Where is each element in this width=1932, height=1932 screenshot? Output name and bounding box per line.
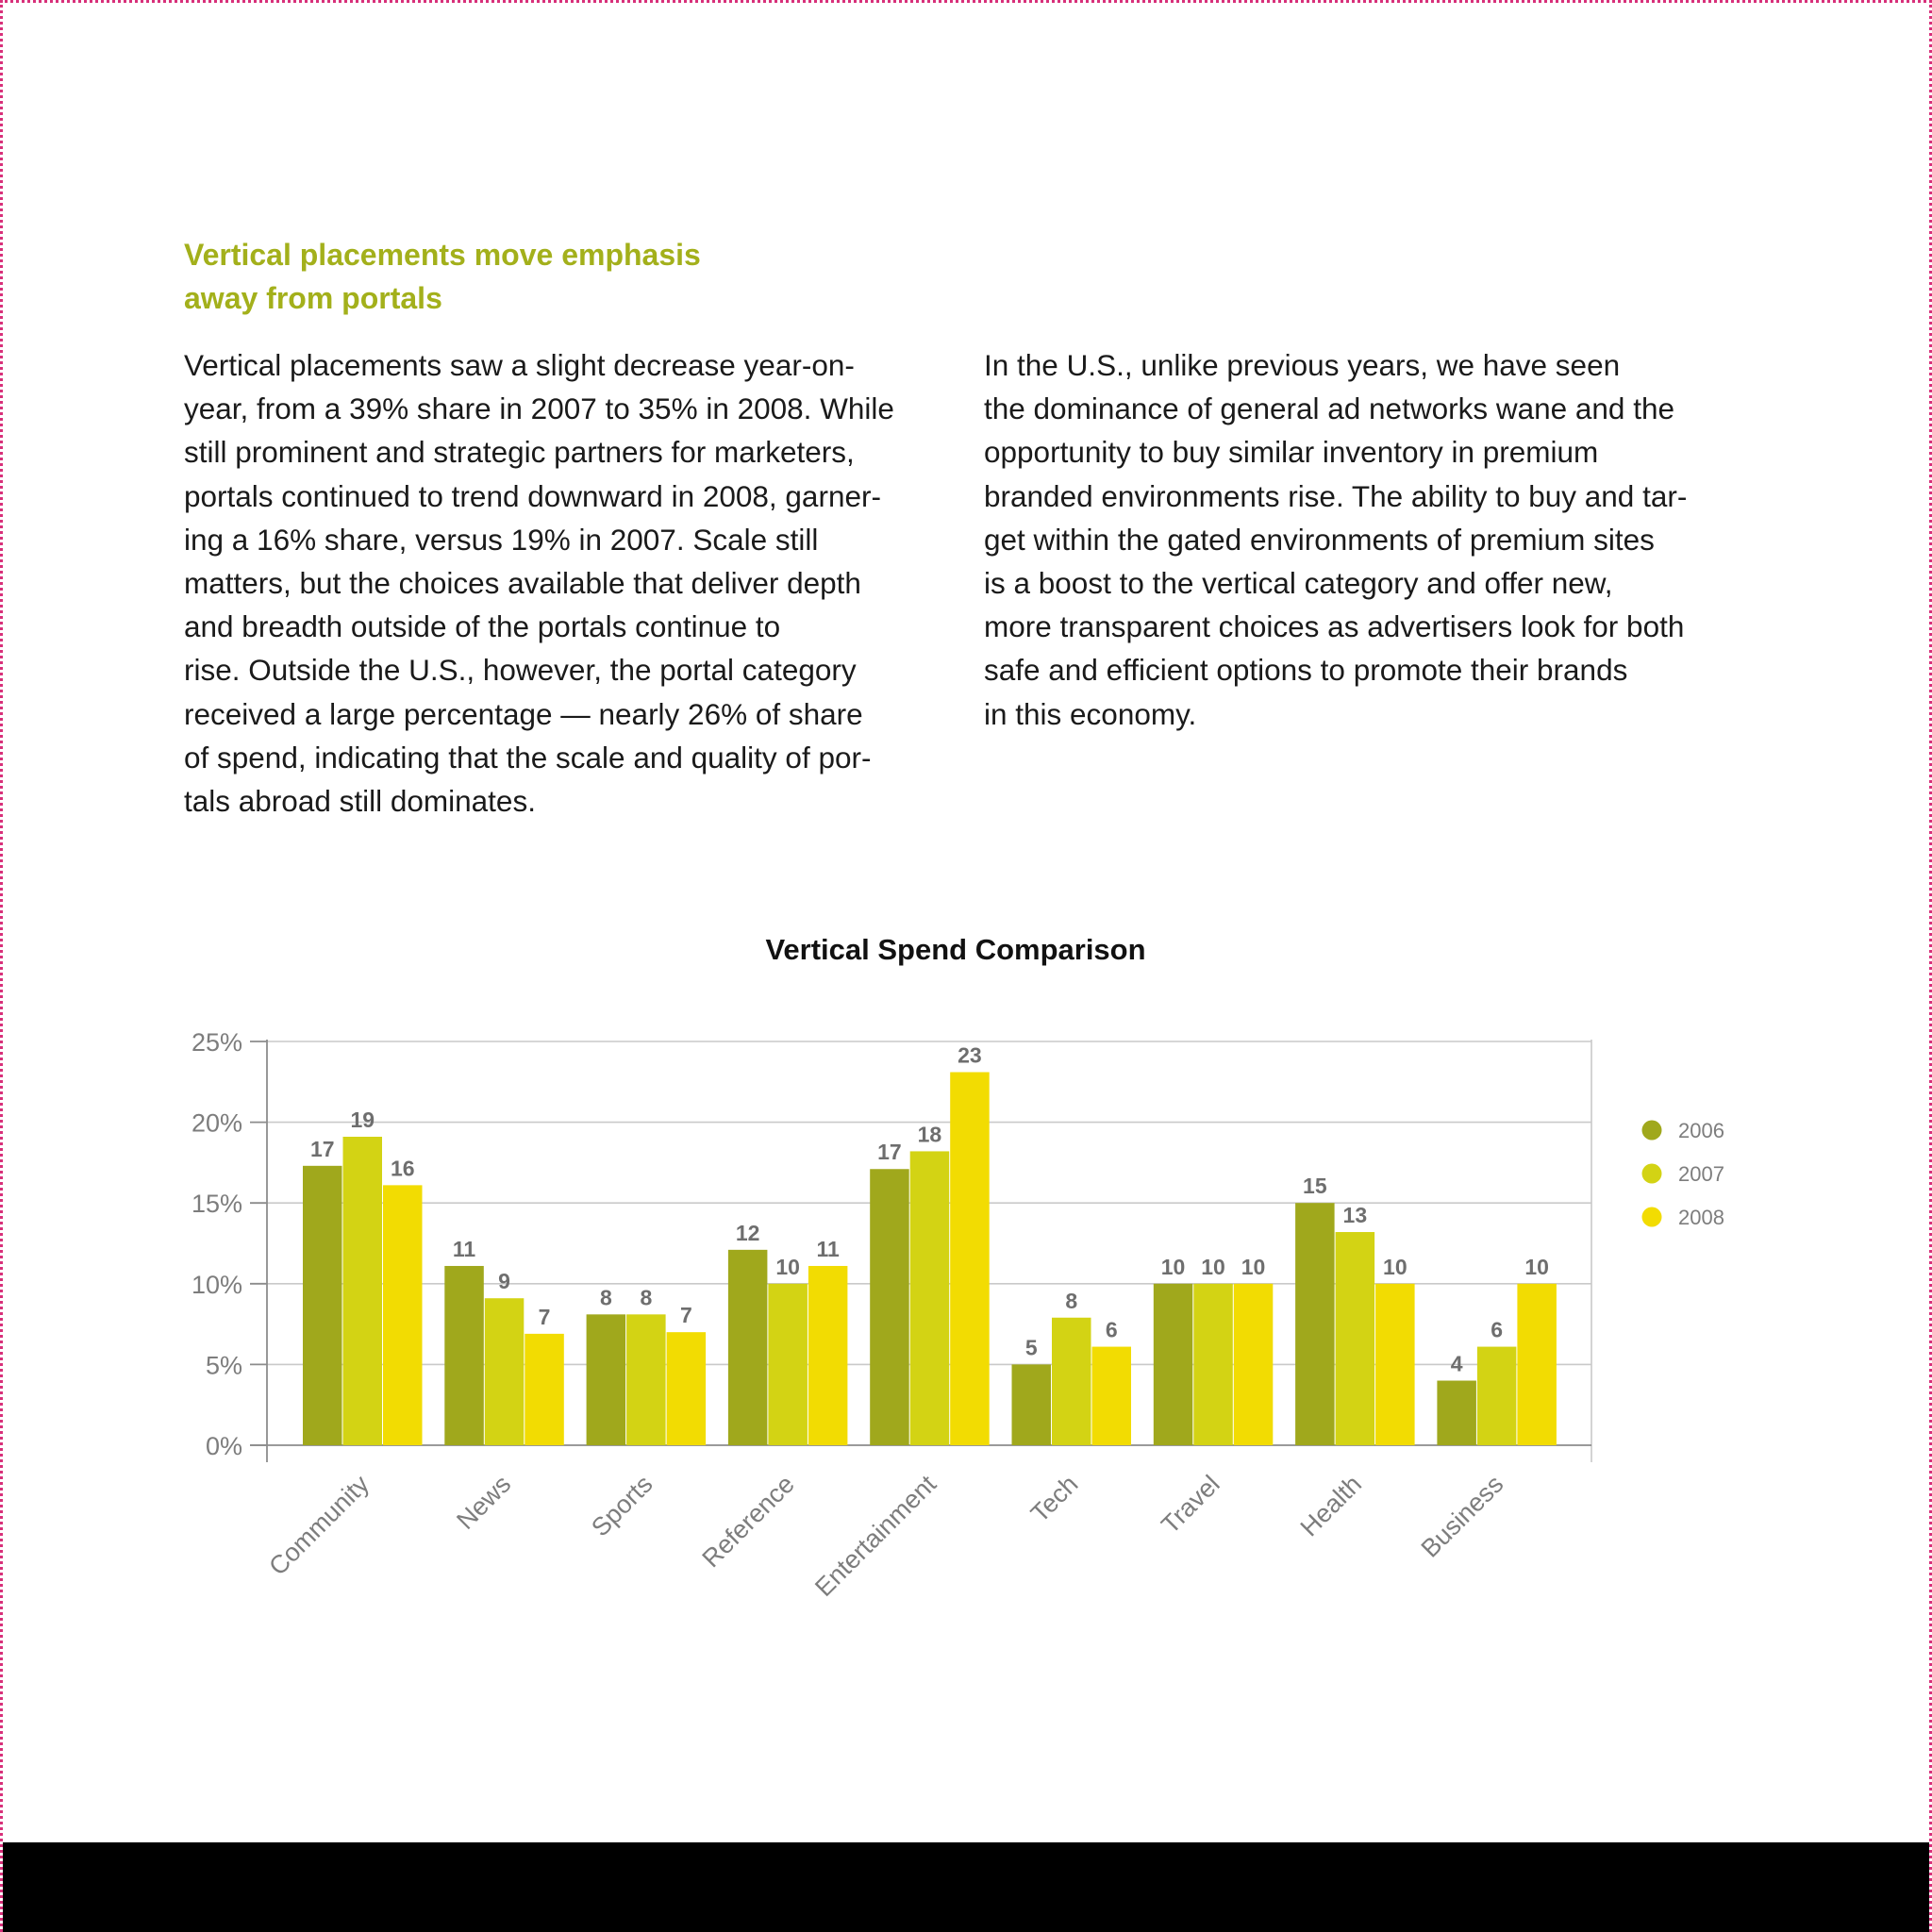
bar-2008-community [383,1185,423,1445]
bar-value-label: 10 [775,1254,800,1279]
bar-2006-sports [587,1314,626,1445]
bar-value-label: 17 [309,1136,335,1161]
bar-value-label: 12 [735,1220,760,1245]
bar-value-label: 16 [390,1156,415,1181]
section-heading-line: away from portals [184,281,442,315]
bar-value-label: 4 [1450,1351,1463,1376]
bar-value-label: 10 [1524,1254,1549,1279]
body-text-line: still prominent and strategic partners for marketers, [184,435,855,470]
legend-label: 2006 [1678,1119,1724,1142]
bar-value-label: 10 [1241,1254,1266,1279]
bar-2006-tech [1012,1364,1052,1445]
bar-value-label: 19 [350,1108,375,1133]
legend-label: 2008 [1678,1206,1724,1229]
x-category-label: Entertainment [809,1470,942,1603]
x-category-label: Reference [696,1470,800,1574]
legend-swatch [1642,1208,1662,1227]
bar-2006-business [1437,1381,1476,1445]
bar-value-label: 17 [877,1140,902,1165]
bar-2008-reference [808,1266,848,1445]
x-category-label: Tech [1024,1470,1084,1528]
bar-value-label: 6 [1105,1317,1118,1342]
vertical-spend-bar-chart [3,3,1927,1795]
bar-value-label: 7 [679,1303,692,1328]
body-text-line: in this economy. [984,696,1197,731]
body-text-line: and breadth outside of the portals continue to [184,609,781,644]
bar-value-label: 18 [917,1122,942,1147]
bar-value-label: 9 [498,1269,510,1294]
bar-2008-news [525,1334,564,1445]
body-text-line: matters, but the choices available that deliver depth [184,566,861,601]
body-text-line: safe and efficient options to promote their brands [984,653,1628,688]
bar-2006-travel [1154,1284,1193,1445]
y-tick-label: 0% [205,1432,242,1460]
bar-2006-community [303,1166,342,1445]
bar-value-label: 8 [640,1285,653,1310]
y-tick-label: 15% [191,1190,242,1219]
body-text-line: the dominance of general ad networks wane and the [984,391,1674,426]
bar-2007-sports [626,1314,666,1445]
bar-2007-entertainment [910,1151,950,1445]
body-text-line: year, from a 39% share in 2007 to 35% in 2008. While [184,391,894,426]
body-text-line: is a boost to the vertical category and offer new, [984,566,1613,601]
bar-value-label: 8 [599,1285,612,1310]
bar-2006-news [444,1266,484,1445]
body-text-line: tals abroad still dominates. [184,784,536,819]
body-text-line: get within the gated environments of premium sites [984,522,1655,557]
body-text-line: more transparent choices as advertisers look for both [984,609,1685,644]
bar-value-label: 13 [1342,1203,1368,1228]
body-text-line: opportunity to buy similar inventory in premium [984,435,1599,470]
x-category-label: Business [1415,1470,1509,1563]
bar-2008-business [1517,1284,1557,1445]
section-heading-line: Vertical placements move emphasis [184,238,701,272]
bar-2007-reference [768,1284,808,1445]
body-text-line: received a large percentage — nearly 26% of share [184,696,863,731]
y-tick-label: 10% [191,1270,242,1299]
body-text-line: In the U.S., unlike previous years, we have seen [984,348,1621,382]
bar-value-label: 23 [958,1042,982,1068]
bar-value-label: 5 [1024,1335,1038,1360]
bar-2007-news [485,1298,525,1445]
bar-2008-tech [1092,1347,1132,1445]
bar-value-label: 11 [816,1236,840,1261]
chart-title: Vertical Spend Comparison [765,933,1146,966]
bar-2006-reference [728,1250,768,1445]
bar-value-label: 10 [1201,1254,1225,1279]
body-text-line: rise. Outside the U.S., however, the portal category [184,653,857,688]
legend-swatch [1642,1164,1662,1184]
bar-value-label: 10 [1160,1254,1186,1279]
body-text-line: ing a 16% share, versus 19% in 2007. Scale still [184,522,819,557]
bar-2006-entertainment [870,1169,909,1445]
y-tick-label: 5% [205,1351,242,1380]
bar-value-label: 15 [1303,1174,1327,1199]
body-text-line: portals continued to trend downward in 2008, garner- [184,478,881,513]
body-text-line: Vertical placements saw a slight decrease year-on- [184,348,855,382]
footer-bar [3,1842,1932,1932]
bar-value-label: 8 [1065,1288,1078,1313]
legend-swatch [1642,1121,1662,1141]
bar-2008-travel [1234,1284,1274,1445]
bar-value-label: 11 [452,1236,476,1261]
y-tick-label: 25% [191,1028,242,1057]
bar-2008-sports [667,1332,707,1445]
bar-2007-health [1336,1232,1375,1445]
x-category-label: Community [263,1470,375,1581]
x-category-label: Travel [1156,1470,1225,1540]
bar-2008-health [1375,1284,1415,1445]
x-category-label: News [451,1470,517,1535]
bar-value-label: 10 [1383,1254,1407,1279]
body-text-line: branded environments rise. The ability to buy and tar- [984,478,1688,513]
body-text-line: of spend, indicating that the scale and quality of por- [184,740,872,774]
legend-label: 2007 [1678,1162,1724,1186]
y-tick-label: 20% [191,1108,242,1138]
bar-2007-business [1477,1347,1517,1445]
x-category-label: Health [1294,1470,1368,1542]
bar-2007-travel [1193,1284,1233,1445]
bar-value-label: 7 [538,1304,551,1329]
bar-2007-tech [1052,1318,1091,1445]
x-category-label: Sports [586,1470,658,1542]
bar-2008-entertainment [950,1073,989,1445]
bar-2007-community [343,1137,383,1445]
bar-2006-health [1295,1203,1335,1445]
bar-value-label: 6 [1491,1317,1504,1342]
